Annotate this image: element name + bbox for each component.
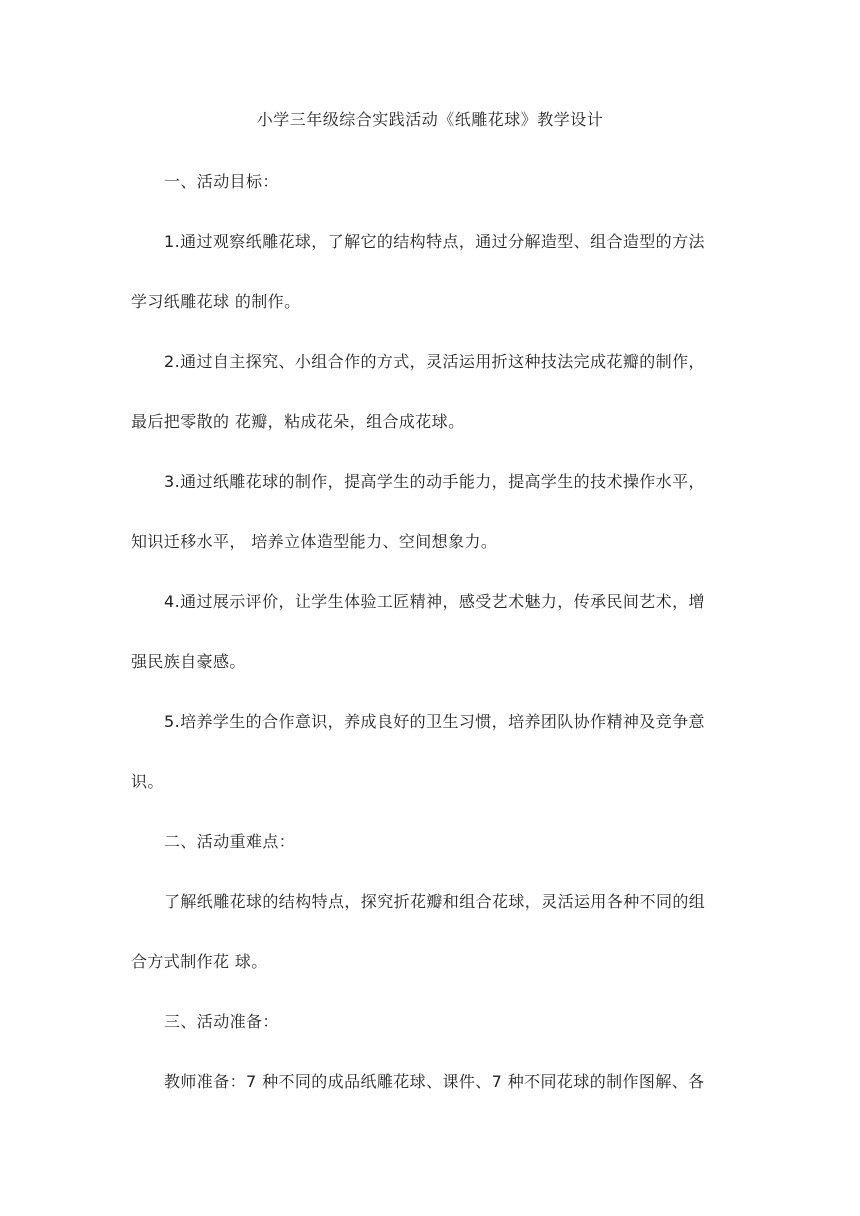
paragraph-line: 知识迁移水平， 培养立体造型能力、空间想象力。 xyxy=(131,532,498,551)
section-heading-key-points: 二、活动重难点： xyxy=(164,832,296,851)
paragraph-line: 了解纸雕花球的结构特点，探究折花瓣和组合花球，灵活运用各种不同的组 xyxy=(164,892,706,911)
document-title: 小学三年级综合实践活动《纸雕花球》教学设计 xyxy=(256,110,604,129)
section-heading-objectives: 一、活动目标： xyxy=(164,172,279,191)
paragraph-line: 学习纸雕花球 的制作。 xyxy=(131,292,301,311)
paragraph-line: 3.通过纸雕花球的制作，提高学生的动手能力，提高学生的技术操作水平， xyxy=(164,472,705,491)
paragraph-line: 合方式制作花 球。 xyxy=(131,952,268,971)
paragraph-line: 强民族自豪感。 xyxy=(131,652,246,671)
paragraph-line: 5.培养学生的合作意识，养成良好的卫生习惯，培养团队协作精神及竞争意 xyxy=(164,712,705,731)
paragraph-line: 教师准备：7 种不同的成品纸雕花球、课件、7 种不同花球的制作图解、各 xyxy=(164,1072,705,1091)
paragraph-line: 4.通过展示评价，让学生体验工匠精神，感受艺术魅力，传承民间艺术，增 xyxy=(164,592,705,611)
paragraph-line: 2.通过自主探究、小组合作的方式，灵活运用折这种技法完成花瓣的制作， xyxy=(164,352,705,371)
paragraph-line: 最后把零散的 花瓣，粘成花朵，组合成花球。 xyxy=(131,412,465,431)
paragraph-line: 1.通过观察纸雕花球，了解它的结构特点，通过分解造型、组合造型的方法 xyxy=(164,232,705,251)
section-heading-preparation: 三、活动准备： xyxy=(164,1012,279,1031)
paragraph-line: 识。 xyxy=(131,772,164,791)
